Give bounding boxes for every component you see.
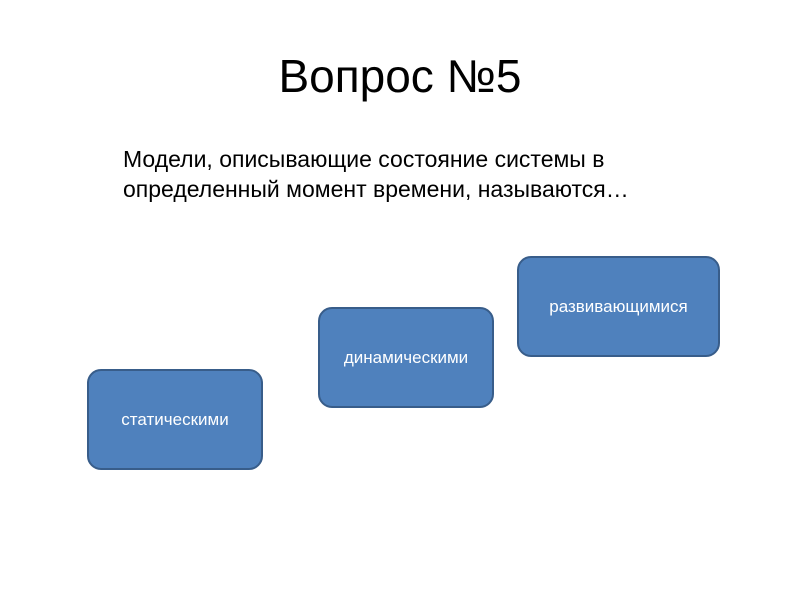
answer-button-developing[interactable] [517, 256, 720, 357]
question-line-1: Модели, описывающие состояние системы в [123, 146, 605, 172]
answer-label-developing: развивающимися [549, 296, 688, 316]
answer-button-static[interactable] [87, 369, 263, 470]
answer-label-static: статическими [121, 409, 229, 429]
answer-button-dynamic[interactable] [318, 307, 494, 408]
question-line-2: определенный момент времени, называются… [123, 176, 629, 202]
slide-title: Вопрос №5 [278, 50, 522, 102]
question-text [123, 144, 743, 204]
answer-label-dynamic: динамическими [343, 347, 469, 367]
